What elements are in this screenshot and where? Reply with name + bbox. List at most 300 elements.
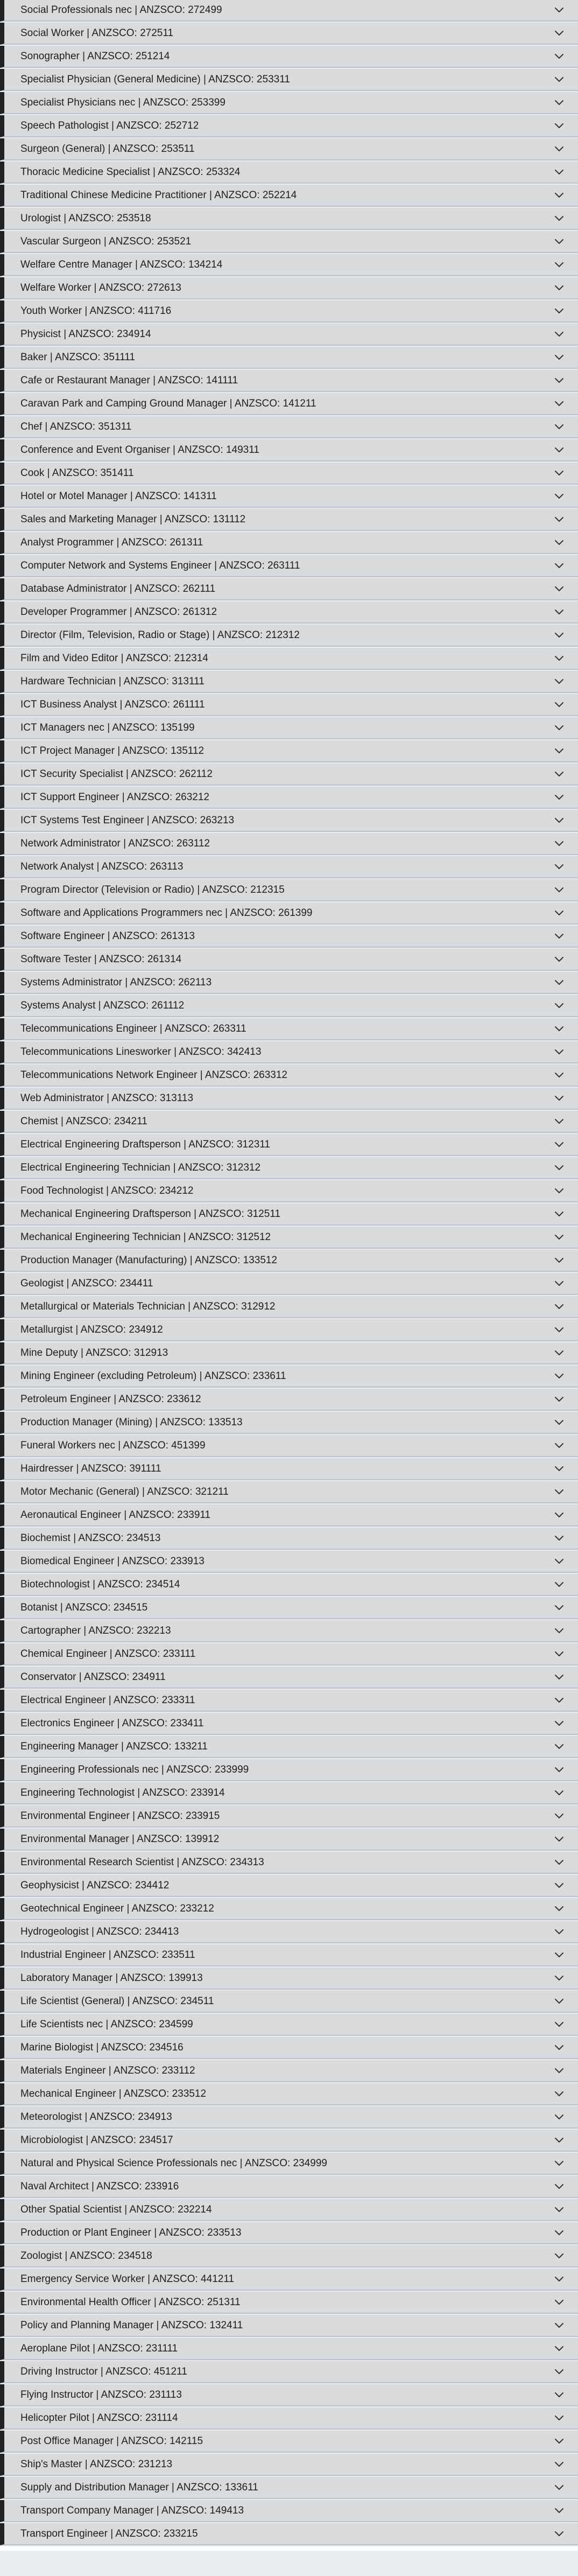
accordion-item-title: Life Scientist (General) | ANZSCO: 234511	[20, 1995, 214, 2007]
chevron-down-icon[interactable]	[540, 1581, 578, 1587]
accordion-item-title: Software Tester | ANZSCO: 261314	[20, 953, 182, 965]
chevron-down-icon[interactable]	[540, 1003, 578, 1009]
accordion-item-title: Chemical Engineer | ANZSCO: 233111	[20, 1648, 196, 1660]
accordion-item[interactable]	[0, 92, 578, 114]
chevron-down-icon[interactable]	[540, 424, 578, 430]
chevron-down-icon[interactable]	[540, 1026, 578, 1032]
accordion-item[interactable]	[0, 185, 578, 207]
accordion-item[interactable]	[0, 416, 578, 438]
accordion-item[interactable]	[0, 2338, 578, 2360]
accordion-item[interactable]	[0, 2361, 578, 2383]
accordion-item-title: Chemist | ANZSCO: 234211	[20, 1115, 147, 1127]
accordion-item[interactable]	[0, 2500, 578, 2522]
accordion-item-title: Industrial Engineer | ANZSCO: 233511	[20, 1949, 195, 1961]
chevron-down-icon[interactable]	[540, 864, 578, 870]
accordion-item[interactable]	[0, 856, 578, 878]
accordion-item-title: Electrical Engineering Draftsperson | ANZSCO: 312311	[20, 1138, 270, 1150]
accordion-item-title: Vascular Surgeon | ANZSCO: 253521	[20, 235, 192, 247]
accordion-item-title: Network Analyst | ANZSCO: 263113	[20, 860, 184, 872]
chevron-down-icon[interactable]	[540, 1790, 578, 1796]
chevron-down-icon[interactable]	[540, 655, 578, 661]
accordion-item-title: Baker | ANZSCO: 351111	[20, 351, 135, 363]
accordion-item-title: Welfare Centre Manager | ANZSCO: 134214	[20, 258, 223, 270]
chevron-down-icon[interactable]	[540, 2322, 578, 2328]
chevron-down-icon[interactable]	[540, 1489, 578, 1495]
accordion-item[interactable]	[0, 2245, 578, 2267]
accordion-item[interactable]	[0, 764, 578, 786]
accordion-item-title: Post Office Manager | ANZSCO: 142115	[20, 2435, 203, 2447]
accordion-item[interactable]	[0, 648, 578, 670]
chevron-down-icon[interactable]	[540, 2438, 578, 2444]
chevron-down-icon[interactable]	[540, 1697, 578, 1703]
chevron-down-icon[interactable]	[540, 1373, 578, 1379]
accordion-item[interactable]	[0, 1018, 578, 1040]
chevron-down-icon[interactable]	[540, 262, 578, 268]
accordion-item[interactable]	[0, 1805, 578, 1828]
accordion-item[interactable]	[0, 1342, 578, 1364]
accordion-item-title: Botanist | ANZSCO: 234515	[20, 1601, 148, 1613]
accordion-item-title: Geotechnical Engineer | ANZSCO: 233212	[20, 1902, 214, 1914]
accordion-item[interactable]	[0, 694, 578, 716]
accordion-item[interactable]	[0, 300, 578, 323]
chevron-down-icon[interactable]	[540, 1419, 578, 1425]
accordion-item[interactable]	[0, 2106, 578, 2129]
accordion-item-title: ICT Security Specialist | ANZSCO: 262112	[20, 768, 213, 780]
accordion-item[interactable]	[0, 1273, 578, 1295]
chevron-down-icon[interactable]	[540, 1859, 578, 1865]
accordion-item-title: Environmental Research Scientist | ANZSCO: 234313	[20, 1856, 264, 1868]
accordion-item-title: Telecommunications Engineer | ANZSCO: 263311	[20, 1023, 246, 1034]
accordion-item-title: Physicist | ANZSCO: 234914	[20, 328, 151, 340]
chevron-down-icon[interactable]	[540, 1605, 578, 1611]
chevron-down-icon[interactable]	[540, 2021, 578, 2027]
accordion-item-title: Hardware Technician | ANZSCO: 313111	[20, 675, 205, 687]
chevron-down-icon[interactable]	[540, 377, 578, 383]
accordion-item[interactable]	[0, 1065, 578, 1087]
accordion-item[interactable]	[0, 578, 578, 600]
accordion-item-title: Petroleum Engineer | ANZSCO: 233612	[20, 1393, 201, 1405]
accordion-item[interactable]	[0, 2176, 578, 2198]
accordion-item-title: Emergency Service Worker | ANZSCO: 441211	[20, 2273, 235, 2285]
chevron-down-icon[interactable]	[540, 2183, 578, 2189]
accordion-item[interactable]	[0, 879, 578, 901]
accordion-item-title: Systems Administrator | ANZSCO: 262113	[20, 976, 212, 988]
accordion-item[interactable]	[0, 370, 578, 392]
chevron-down-icon[interactable]	[540, 609, 578, 615]
accordion-item[interactable]	[0, 2199, 578, 2221]
accordion-item-title: Natural and Physical Science Professionals nec | ANZSCO: 234999	[20, 2157, 327, 2169]
accordion-item-title: Geologist | ANZSCO: 234411	[20, 1277, 153, 1289]
accordion-item[interactable]	[0, 324, 578, 346]
accordion-item-title: Engineering Technologist | ANZSCO: 233914	[20, 1787, 225, 1798]
accordion-item-title: Materials Engineer | ANZSCO: 233112	[20, 2064, 195, 2076]
chevron-down-icon[interactable]	[540, 1720, 578, 1726]
chevron-down-icon[interactable]	[540, 239, 578, 244]
accordion-item[interactable]	[0, 1574, 578, 1596]
accordion-item[interactable]	[0, 1643, 578, 1665]
accordion-item-title: Naval Architect | ANZSCO: 233916	[20, 2180, 179, 2192]
accordion-item[interactable]	[0, 1852, 578, 1874]
accordion-item-title: Sonographer | ANZSCO: 251214	[20, 50, 170, 62]
chevron-down-icon[interactable]	[540, 1674, 578, 1680]
accordion-item[interactable]	[0, 1667, 578, 1689]
chevron-down-icon[interactable]	[540, 2531, 578, 2537]
chevron-down-icon[interactable]	[540, 2392, 578, 2398]
accordion-item[interactable]	[0, 509, 578, 531]
accordion-item-title: Cook | ANZSCO: 351411	[20, 467, 134, 479]
accordion-item[interactable]	[0, 740, 578, 762]
accordion-item[interactable]	[0, 787, 578, 809]
chevron-down-icon[interactable]	[540, 1095, 578, 1101]
chevron-down-icon[interactable]	[540, 1142, 578, 1147]
accordion-item-title: Electrical Engineering Technician | ANZSCO: 312312	[20, 1161, 261, 1173]
accordion-item[interactable]	[0, 1412, 578, 1434]
accordion-item-title: Conservator | ANZSCO: 234911	[20, 1671, 166, 1683]
accordion-item-title: Microbiologist | ANZSCO: 234517	[20, 2134, 173, 2146]
chevron-down-icon[interactable]	[540, 1767, 578, 1773]
chevron-down-icon[interactable]	[540, 516, 578, 522]
chevron-down-icon[interactable]	[540, 1651, 578, 1657]
accordion-item[interactable]	[0, 1736, 578, 1758]
accordion-item-title: Cartographer | ANZSCO: 232213	[20, 1625, 171, 1636]
accordion-item-title: Environmental Engineer | ANZSCO: 233915	[20, 1810, 220, 1822]
chevron-down-icon[interactable]	[540, 493, 578, 499]
accordion-item-title: Hydrogeologist | ANZSCO: 234413	[20, 1926, 179, 1937]
accordion-item[interactable]	[0, 463, 578, 485]
accordion-item[interactable]	[0, 2315, 578, 2337]
chevron-down-icon[interactable]	[540, 2114, 578, 2120]
accordion-item[interactable]	[0, 833, 578, 855]
chevron-down-icon[interactable]	[540, 540, 578, 545]
accordion-item[interactable]	[0, 1921, 578, 1943]
chevron-down-icon[interactable]	[540, 1118, 578, 1124]
chevron-down-icon[interactable]	[540, 2415, 578, 2421]
accordion-item[interactable]	[0, 1713, 578, 1735]
chevron-down-icon[interactable]	[540, 2276, 578, 2282]
chevron-down-icon[interactable]	[540, 2484, 578, 2490]
accordion-item[interactable]	[0, 1481, 578, 1503]
accordion-item-title: Flying Instructor | ANZSCO: 231113	[20, 2389, 182, 2400]
accordion-item[interactable]	[0, 486, 578, 508]
chevron-down-icon[interactable]	[540, 1952, 578, 1958]
chevron-down-icon[interactable]	[540, 2091, 578, 2097]
accordion-item[interactable]	[0, 972, 578, 994]
chevron-down-icon[interactable]	[540, 401, 578, 407]
chevron-down-icon[interactable]	[540, 1211, 578, 1217]
accordion-item[interactable]	[0, 810, 578, 832]
accordion-item-title: Developer Programmer | ANZSCO: 261312	[20, 606, 217, 618]
chevron-down-icon[interactable]	[540, 1234, 578, 1240]
accordion-item-title: Speech Pathologist | ANZSCO: 252712	[20, 120, 199, 131]
chevron-down-icon[interactable]	[540, 1906, 578, 1912]
chevron-down-icon[interactable]	[540, 771, 578, 777]
accordion-item[interactable]	[0, 231, 578, 253]
accordion-item[interactable]	[0, 1759, 578, 1781]
accordion-item-title: Sales and Marketing Manager | ANZSCO: 131112	[20, 513, 246, 525]
chevron-down-icon[interactable]	[540, 1975, 578, 1981]
accordion-item-title: Software Engineer | ANZSCO: 261313	[20, 930, 195, 942]
accordion-item[interactable]	[0, 1551, 578, 1573]
chevron-down-icon[interactable]	[540, 841, 578, 846]
accordion-item[interactable]	[0, 254, 578, 276]
accordion-item-title: Production Manager (Mining) | ANZSCO: 133513	[20, 1416, 243, 1428]
chevron-down-icon[interactable]	[540, 1304, 578, 1310]
accordion-item[interactable]	[0, 2060, 578, 2082]
accordion-item[interactable]	[0, 2407, 578, 2430]
accordion-item-title: Software and Applications Programmers nec | ANZSCO: 261399	[20, 907, 313, 919]
chevron-down-icon[interactable]	[540, 470, 578, 476]
accordion-item-title: Mine Deputy | ANZSCO: 312913	[20, 1347, 168, 1359]
accordion-item[interactable]	[0, 347, 578, 369]
accordion-item[interactable]	[0, 1389, 578, 1411]
accordion-item-title: Mining Engineer (excluding Petroleum) | ANZSCO: 233611	[20, 1370, 286, 1382]
accordion-item[interactable]	[0, 1991, 578, 2013]
accordion-item[interactable]	[0, 1366, 578, 1388]
chevron-down-icon[interactable]	[540, 2508, 578, 2514]
accordion-item[interactable]	[0, 2014, 578, 2036]
accordion-item[interactable]	[0, 0, 578, 22]
accordion-item-title: Aeronautical Engineer | ANZSCO: 233911	[20, 1509, 211, 1521]
chevron-down-icon[interactable]	[540, 956, 578, 962]
chevron-down-icon[interactable]	[540, 1836, 578, 1842]
chevron-down-icon[interactable]	[540, 910, 578, 916]
accordion-item-title: Production or Plant Engineer | ANZSCO: 233513	[20, 2227, 242, 2238]
accordion-item[interactable]	[0, 902, 578, 925]
accordion-item[interactable]	[0, 2523, 578, 2545]
accordion-item-title: Specialist Physician (General Medicine) | ANZSCO: 253311	[20, 73, 290, 85]
accordion-item-title: Transport Engineer | ANZSCO: 233215	[20, 2528, 198, 2539]
accordion-item-title: Program Director (Television or Radio) | ANZSCO: 212315	[20, 884, 285, 895]
accordion-item[interactable]	[0, 1528, 578, 1550]
accordion-item-title: Engineering Manager | ANZSCO: 133211	[20, 1740, 208, 1752]
accordion-item[interactable]	[0, 1157, 578, 1179]
chevron-down-icon[interactable]	[540, 76, 578, 82]
accordion-item-title: Director (Film, Television, Radio or Stage) | ANZSCO: 212312	[20, 629, 300, 641]
chevron-down-icon[interactable]	[540, 2253, 578, 2259]
chevron-down-icon[interactable]	[540, 1280, 578, 1286]
accordion-item-title: Environmental Manager | ANZSCO: 139912	[20, 1833, 220, 1845]
chevron-down-icon[interactable]	[540, 817, 578, 823]
accordion-item-title: Meteorologist | ANZSCO: 234913	[20, 2111, 172, 2123]
chevron-down-icon[interactable]	[540, 2346, 578, 2351]
chevron-down-icon[interactable]	[540, 2068, 578, 2074]
chevron-down-icon[interactable]	[540, 1535, 578, 1541]
accordion-item-title: Funeral Workers nec | ANZSCO: 451399	[20, 1439, 206, 1451]
chevron-down-icon[interactable]	[540, 331, 578, 337]
chevron-down-icon[interactable]	[540, 7, 578, 13]
accordion-item[interactable]	[0, 625, 578, 647]
accordion-item-title: ICT Project Manager | ANZSCO: 135112	[20, 745, 205, 757]
chevron-down-icon[interactable]	[540, 308, 578, 314]
chevron-down-icon[interactable]	[540, 2045, 578, 2050]
accordion-item[interactable]	[0, 1435, 578, 1457]
chevron-down-icon[interactable]	[540, 30, 578, 36]
accordion-item[interactable]	[0, 1111, 578, 1133]
accordion-item[interactable]	[0, 532, 578, 554]
chevron-down-icon[interactable]	[540, 1188, 578, 1194]
accordion-item[interactable]	[0, 1690, 578, 1712]
chevron-down-icon[interactable]	[540, 1929, 578, 1935]
accordion-item-title: Driving Instructor | ANZSCO: 451211	[20, 2365, 187, 2377]
chevron-down-icon[interactable]	[540, 2369, 578, 2375]
accordion-item-title: Biochemist | ANZSCO: 234513	[20, 1532, 161, 1544]
chevron-down-icon[interactable]	[540, 887, 578, 893]
chevron-down-icon[interactable]	[540, 215, 578, 221]
accordion-item[interactable]	[0, 1620, 578, 1642]
chevron-down-icon[interactable]	[540, 1882, 578, 1888]
accordion-item[interactable]	[0, 1829, 578, 1851]
accordion-item-title: Traditional Chinese Medicine Practitioner | ANZSCO: 252214	[20, 189, 297, 201]
accordion-item[interactable]	[0, 926, 578, 948]
accordion-item[interactable]	[0, 1458, 578, 1480]
chevron-down-icon[interactable]	[540, 979, 578, 985]
chevron-down-icon[interactable]	[540, 1049, 578, 1055]
accordion-item[interactable]	[0, 2477, 578, 2499]
chevron-down-icon[interactable]	[540, 123, 578, 129]
accordion-item-title: Database Administrator | ANZSCO: 262111	[20, 583, 216, 594]
accordion-item[interactable]	[0, 2037, 578, 2059]
chevron-down-icon[interactable]	[540, 1443, 578, 1448]
accordion-item-title: Mechanical Engineering Technician | ANZSCO: 312512	[20, 1231, 271, 1243]
accordion-item[interactable]	[0, 1968, 578, 1990]
accordion-item[interactable]	[0, 2130, 578, 2152]
accordion-item-title: Environmental Health Officer | ANZSCO: 251311	[20, 2296, 241, 2308]
chevron-down-icon[interactable]	[540, 1350, 578, 1356]
chevron-down-icon[interactable]	[540, 1813, 578, 1819]
chevron-down-icon[interactable]	[540, 354, 578, 360]
accordion-item[interactable]	[0, 138, 578, 160]
accordion-item-title: Caravan Park and Camping Ground Manager | ANZSCO: 141211	[20, 397, 316, 409]
accordion-item[interactable]	[0, 277, 578, 299]
accordion-item-title: Conference and Event Organiser | ANZSCO: 149311	[20, 444, 259, 456]
chevron-down-icon[interactable]	[540, 1512, 578, 1518]
accordion-item[interactable]	[0, 1041, 578, 1063]
accordion-item[interactable]	[0, 949, 578, 971]
chevron-down-icon[interactable]	[540, 2160, 578, 2166]
accordion-item[interactable]	[0, 1227, 578, 1249]
accordion-item[interactable]	[0, 1898, 578, 1920]
accordion-item-title: Engineering Professionals nec | ANZSCO: 233999	[20, 1763, 249, 1775]
chevron-down-icon[interactable]	[540, 2299, 578, 2305]
chevron-down-icon[interactable]	[540, 1257, 578, 1263]
chevron-down-icon[interactable]	[540, 1165, 578, 1171]
chevron-down-icon[interactable]	[540, 1466, 578, 1472]
accordion-item[interactable]	[0, 2222, 578, 2244]
accordion-item-title: Electrical Engineer | ANZSCO: 233311	[20, 1694, 195, 1706]
accordion-item[interactable]	[0, 1875, 578, 1897]
chevron-down-icon[interactable]	[540, 2461, 578, 2467]
accordion-item[interactable]	[0, 1134, 578, 1156]
accordion-item-title: Cafe or Restaurant Manager | ANZSCO: 141111	[20, 374, 238, 386]
accordion-item[interactable]	[0, 1180, 578, 1202]
chevron-down-icon[interactable]	[540, 563, 578, 569]
chevron-down-icon[interactable]	[540, 1327, 578, 1333]
accordion-item-title: Ship's Master | ANZSCO: 231213	[20, 2458, 173, 2470]
accordion-item[interactable]	[0, 208, 578, 230]
accordion-item-title: Systems Analyst | ANZSCO: 261112	[20, 999, 185, 1011]
chevron-down-icon[interactable]	[540, 2207, 578, 2213]
accordion-item[interactable]	[0, 393, 578, 415]
chevron-down-icon[interactable]	[540, 447, 578, 453]
accordion-item-title: Zoologist | ANZSCO: 234518	[20, 2250, 152, 2262]
chevron-down-icon[interactable]	[540, 1998, 578, 2004]
chevron-down-icon[interactable]	[540, 1628, 578, 1634]
accordion-item-title: Policy and Planning Manager | ANZSCO: 132411	[20, 2319, 243, 2331]
chevron-down-icon[interactable]	[540, 702, 578, 708]
accordion-item-title: Youth Worker | ANZSCO: 411716	[20, 305, 172, 317]
accordion-item[interactable]	[0, 2384, 578, 2406]
accordion-item[interactable]	[0, 2083, 578, 2105]
accordion-item-title: Life Scientists nec | ANZSCO: 234599	[20, 2018, 193, 2030]
accordion-item[interactable]	[0, 2269, 578, 2291]
chevron-down-icon[interactable]	[540, 285, 578, 291]
accordion-item[interactable]	[0, 23, 578, 45]
chevron-down-icon[interactable]	[540, 1072, 578, 1078]
accordion-item[interactable]	[0, 1296, 578, 1318]
accordion-item[interactable]	[0, 601, 578, 624]
chevron-down-icon[interactable]	[540, 192, 578, 198]
accordion-item[interactable]	[0, 439, 578, 461]
accordion-item[interactable]	[0, 162, 578, 184]
chevron-down-icon[interactable]	[540, 169, 578, 175]
accordion-item[interactable]	[0, 2454, 578, 2476]
accordion-item[interactable]	[0, 1250, 578, 1272]
chevron-down-icon[interactable]	[540, 632, 578, 638]
accordion-item[interactable]	[0, 671, 578, 693]
accordion-item[interactable]	[0, 1088, 578, 1110]
accordion-item[interactable]	[0, 2153, 578, 2175]
accordion-item[interactable]	[0, 1319, 578, 1341]
accordion-item-title: Biotechnologist | ANZSCO: 234514	[20, 1578, 180, 1590]
chevron-down-icon[interactable]	[540, 146, 578, 152]
accordion-item-title: Social Professionals nec | ANZSCO: 272499	[20, 4, 222, 16]
accordion-item-title: Other Spatial Scientist | ANZSCO: 232214	[20, 2203, 212, 2215]
chevron-down-icon[interactable]	[540, 725, 578, 731]
accordion-item[interactable]	[0, 1597, 578, 1619]
chevron-down-icon[interactable]	[540, 2230, 578, 2236]
accordion-item[interactable]	[0, 995, 578, 1017]
accordion-item[interactable]	[0, 115, 578, 137]
chevron-down-icon[interactable]	[540, 1396, 578, 1402]
accordion-item[interactable]	[0, 717, 578, 739]
chevron-down-icon[interactable]	[540, 794, 578, 800]
chevron-down-icon[interactable]	[540, 1744, 578, 1749]
chevron-down-icon[interactable]	[540, 53, 578, 59]
accordion-item[interactable]	[0, 2292, 578, 2314]
chevron-down-icon[interactable]	[540, 748, 578, 754]
accordion-item[interactable]	[0, 46, 578, 68]
accordion-item-title: Film and Video Editor | ANZSCO: 212314	[20, 652, 208, 664]
accordion-item-title: Transport Company Manager | ANZSCO: 149413	[20, 2504, 244, 2516]
accordion-item[interactable]	[0, 2431, 578, 2453]
accordion-item-title: Motor Mechanic (General) | ANZSCO: 321211	[20, 1486, 229, 1497]
chevron-down-icon[interactable]	[540, 586, 578, 592]
chevron-down-icon[interactable]	[540, 933, 578, 939]
accordion-item[interactable]	[0, 69, 578, 91]
accordion-item[interactable]	[0, 1504, 578, 1527]
accordion-item-title: Marine Biologist | ANZSCO: 234516	[20, 2041, 184, 2053]
accordion-item[interactable]	[0, 1203, 578, 1226]
accordion-item-title: Specialist Physicians nec | ANZSCO: 253399	[20, 96, 225, 108]
accordion-item[interactable]	[0, 555, 578, 577]
chevron-down-icon[interactable]	[540, 2137, 578, 2143]
chevron-down-icon[interactable]	[540, 100, 578, 106]
accordion-item-title: Production Manager (Manufacturing) | ANZSCO: 133512	[20, 1254, 278, 1266]
chevron-down-icon[interactable]	[540, 1558, 578, 1564]
chevron-down-icon[interactable]	[540, 678, 578, 684]
accordion-item[interactable]	[0, 1782, 578, 1804]
accordion-item[interactable]	[0, 1944, 578, 1966]
